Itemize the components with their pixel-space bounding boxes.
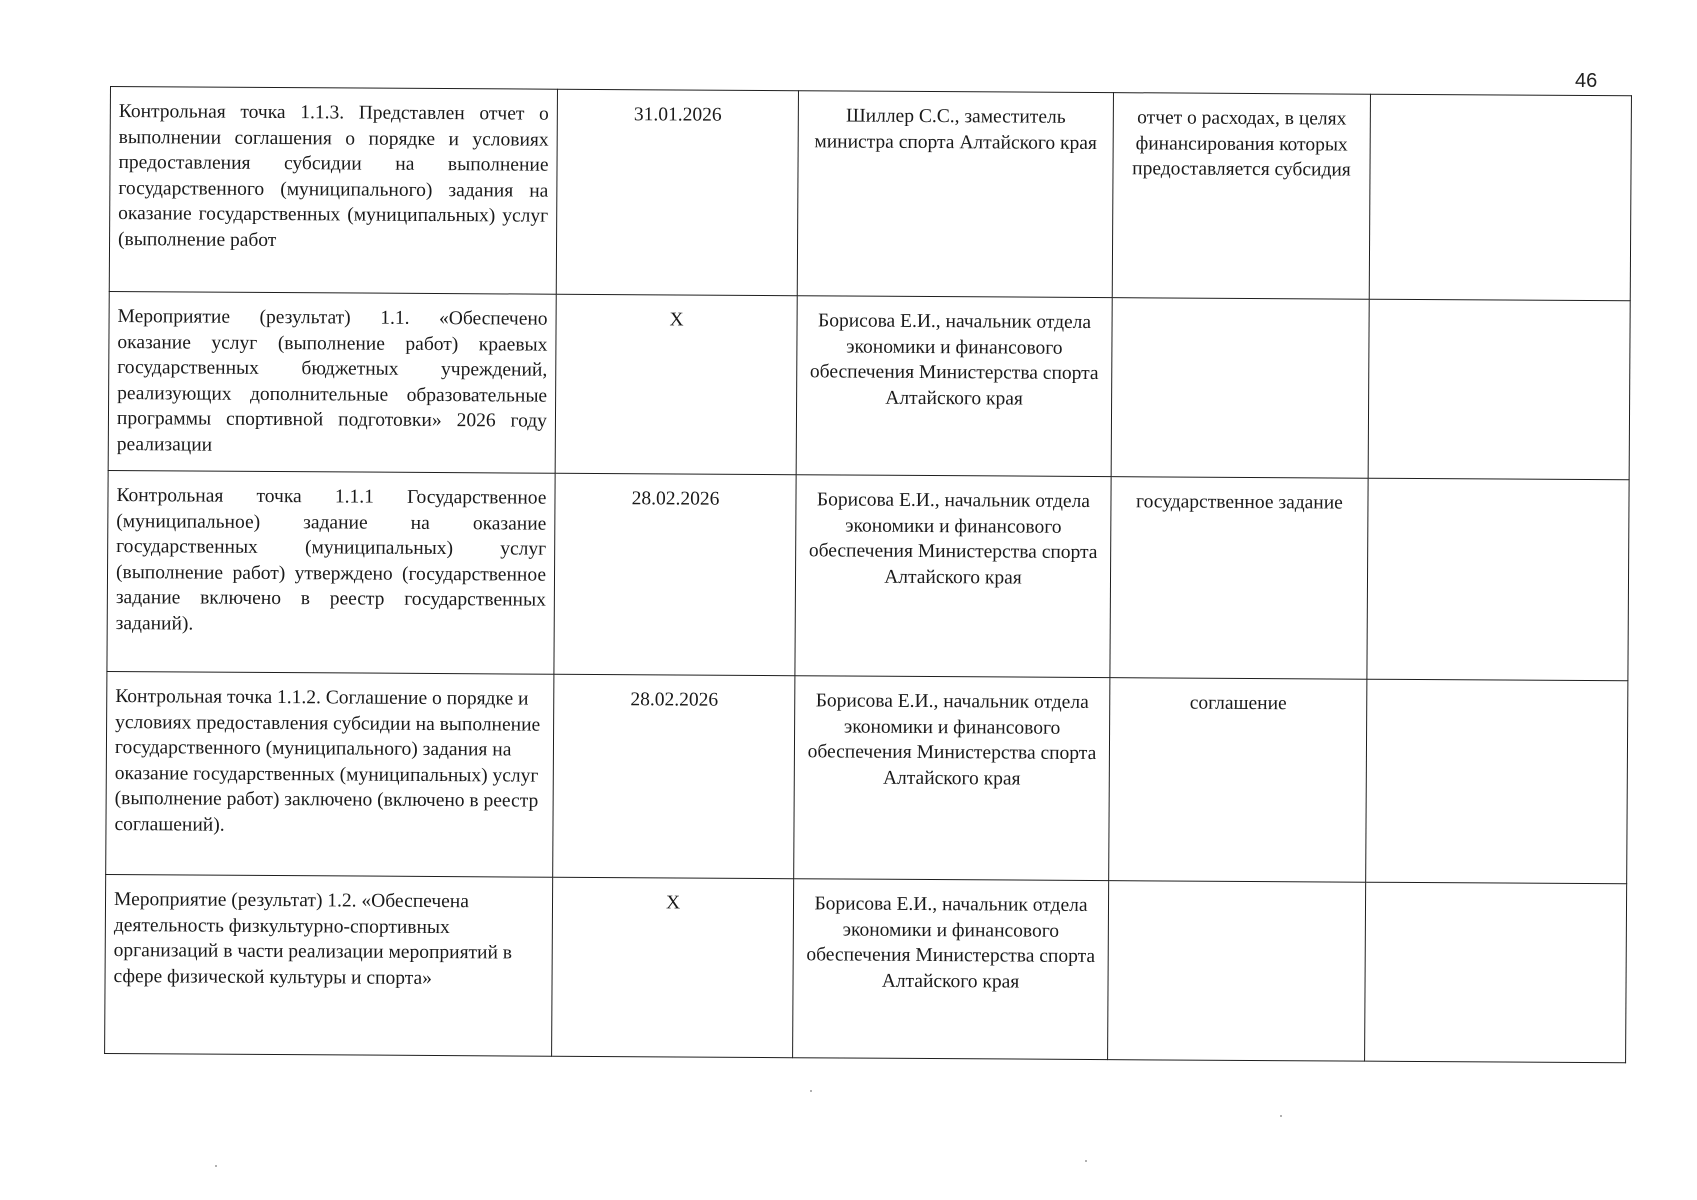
scan-speck (1280, 1115, 1282, 1117)
deadline-cell: 28.02.2026 (553, 674, 795, 878)
deadline-cell: 28.02.2026 (554, 473, 796, 675)
extra-cell (1368, 299, 1630, 480)
table-row (109, 87, 1631, 301)
responsible-cell: Борисова Е.И., начальник отдела экономики и финансового обеспечения Министерства спорта Алтайского края (794, 676, 1110, 881)
event-name-cell: Контрольная точка 1.1.2. Соглашение о порядке и условиях предоставления субсидии на выполнение государственного (муниципального) задания на оказание государственных (муниципальных) услуг (выполнение работ) заключено (включено в реестр соглашений). (106, 671, 554, 877)
table-row (106, 671, 1628, 883)
deadline-cell: 31.01.2026 (556, 89, 798, 295)
table-row (108, 291, 1630, 479)
responsible-cell: Борисова Е.И., начальник отдела экономики и финансового обеспечения Министерства спорта Алтайского края (795, 475, 1111, 678)
responsible-cell: Борисова Е.И., начальник отдела экономики и финансового обеспечения Министерства спорта Алтайского края (793, 879, 1109, 1060)
extra-cell (1365, 882, 1627, 1063)
document-cell: государственное задание (1110, 477, 1368, 680)
table-row (105, 874, 1627, 1062)
event-name-cell: Контрольная точка 1.1.1 Государственное (муниципальное) задание на оказание государственных (муниципальных) услуг (выполнение работ) утверждено (государственное задание включено в реестр государственных заданий). (107, 470, 555, 674)
document-cell (1108, 881, 1366, 1062)
event-name-cell: Мероприятие (результат) 1.2. «Обеспечена деятельность физкультурно-спортивных организаций в части реализации мероприятий в сфере физической культуры и спорта» (105, 874, 553, 1056)
extra-cell (1369, 94, 1631, 301)
scan-speck (215, 1165, 217, 1167)
scan-speck (1085, 1160, 1087, 1162)
event-name-cell: Контрольная точка 1.1.3. Представлен отчет о выполнении соглашения о порядке и условиях предоставления субсидии на выполнение государственного (муниципального) задания на оказание государственных (муниципальных) услуг (выполнение работ (109, 87, 557, 295)
document-cell (1111, 298, 1369, 479)
event-name-cell: Мероприятие (результат) 1.1. «Обеспечено оказание услуг (выполнение работ) краевых государственных бюджетных учреждений, реализующих дополнительные образовательные программы спортивной подготовки» 2026 году реализации (108, 291, 556, 473)
control-points-table (104, 86, 1632, 1063)
extra-cell (1367, 478, 1629, 681)
responsible-cell: Шиллер С.С., заместитель министра спорта Алтайского края (797, 91, 1113, 298)
deadline-cell: X (555, 294, 797, 474)
table-row (107, 470, 1629, 680)
document-cell: соглашение (1109, 678, 1367, 883)
document-cell: отчет о расходах, в целях финансирования которых предоставляется субсидия (1112, 93, 1370, 300)
extra-cell (1366, 679, 1628, 884)
scan-speck (810, 1090, 812, 1092)
page-number: 46 (1575, 70, 1598, 92)
responsible-cell: Борисова Е.И., начальник отдела экономики и финансового обеспечения Министерства спорта Алтайского края (796, 296, 1112, 477)
deadline-cell: X (552, 877, 794, 1057)
